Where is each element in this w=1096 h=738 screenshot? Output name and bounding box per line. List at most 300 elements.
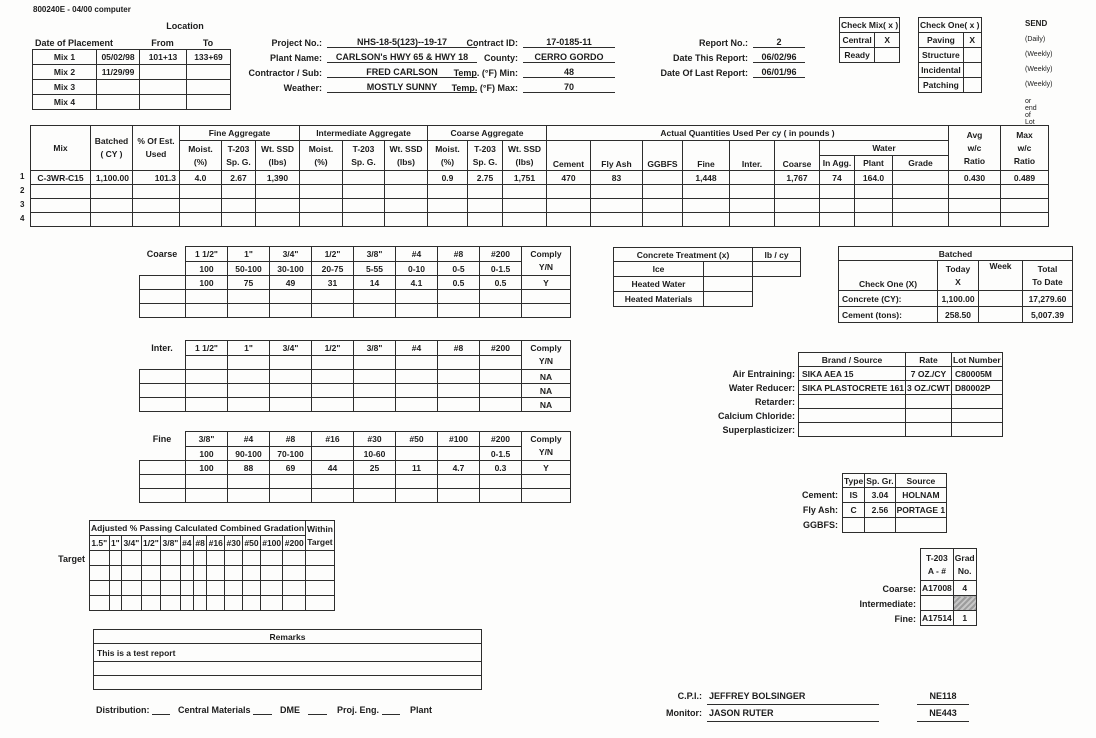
text: County: [484, 53, 518, 63]
send-note-weekly-3: (Weekly) [1025, 81, 1053, 88]
cell: #8 [438, 341, 480, 356]
distribution-central-materials: Central Materials [178, 705, 251, 715]
cell: #8 [438, 247, 480, 262]
ready-checkbox [875, 48, 900, 63]
cell [140, 95, 187, 110]
text: (%) [193, 156, 208, 167]
table-row [839, 307, 1073, 323]
cell: C [843, 503, 865, 518]
text: Total [1037, 263, 1058, 274]
cell [141, 596, 161, 611]
cell [438, 475, 480, 489]
cell [396, 475, 438, 489]
cell: 1/2" [141, 536, 161, 551]
central-checkbox: X [875, 33, 900, 48]
cell: 1/2" [312, 341, 354, 356]
cell [906, 409, 952, 423]
fly-ash-label: Fly Ash: [802, 505, 838, 515]
cell [949, 199, 1001, 213]
temp-max-field [420, 78, 615, 93]
quantities-table [30, 125, 1049, 227]
cell [480, 489, 522, 503]
cell: Central [840, 33, 875, 48]
cell: Coarse [775, 141, 820, 171]
ice-checkbox [704, 262, 753, 277]
cell: 100 [186, 262, 228, 276]
cell [354, 489, 396, 503]
table-row [90, 566, 335, 581]
cell [109, 566, 122, 581]
cell: 3.04 [865, 488, 895, 503]
cell [140, 290, 186, 304]
cell [895, 518, 947, 533]
cell [140, 276, 186, 290]
cement-label: Cement: [801, 490, 838, 500]
to-label: To [202, 38, 214, 48]
cell: #30 [225, 536, 243, 551]
cell [354, 370, 396, 384]
cell: Concrete (CY): [839, 291, 938, 307]
distribution-label: Distribution: [96, 705, 150, 715]
text: % Of Est. [137, 136, 175, 146]
cell [270, 489, 312, 503]
target-label: Target [58, 554, 85, 564]
table-row [840, 18, 900, 33]
cell [193, 551, 206, 566]
text [31, 171, 1049, 227]
table-row [614, 262, 801, 277]
cell [243, 596, 261, 611]
cell [180, 141, 222, 171]
cell: Mix 2 [33, 65, 97, 80]
cell: #100 [438, 432, 480, 447]
cell [300, 185, 343, 199]
ggbfs-label: GGBFS: [803, 520, 838, 530]
text [90, 521, 335, 611]
text: Wt. SSD [389, 143, 423, 154]
text: Used [145, 149, 167, 159]
cell: C80005M [952, 367, 1003, 381]
cell: 1 1/2" [186, 247, 228, 262]
table-row [33, 95, 231, 110]
cell [730, 213, 775, 227]
mix-data-row-4 [31, 213, 1049, 227]
cell: 0.5 [438, 276, 480, 290]
table-row [843, 518, 947, 533]
cell [438, 398, 480, 412]
cell [228, 489, 270, 503]
remarks-table [93, 629, 482, 690]
cell [141, 551, 161, 566]
cell: Mix 3 [33, 80, 97, 95]
cell [193, 596, 206, 611]
table-row [94, 630, 482, 644]
cell [503, 141, 547, 171]
cell: 2.67 [222, 171, 256, 185]
cell [228, 370, 270, 384]
cell: 3/4" [122, 536, 142, 551]
table-row [921, 549, 977, 581]
cell [186, 398, 228, 412]
cell [140, 356, 186, 370]
cell: 1.5" [90, 536, 110, 551]
cell: 31 [312, 276, 354, 290]
text: w/c [967, 142, 982, 153]
cell: 20-75 [312, 262, 354, 276]
cell: Cement (tons): [839, 307, 938, 323]
cell [187, 65, 231, 80]
cell [312, 384, 354, 398]
cell: 0.430 [949, 171, 1001, 185]
cell: Grade [893, 156, 949, 171]
cell: C-3WR-C15 [31, 171, 91, 185]
cell [522, 247, 571, 276]
cell [354, 290, 396, 304]
cell [522, 304, 571, 318]
cell: 3/4" [270, 341, 312, 356]
cell [140, 80, 187, 95]
cell [343, 171, 385, 185]
cell: A17514 [921, 611, 954, 626]
cell [312, 356, 354, 370]
table-row [840, 33, 900, 48]
table-row [919, 63, 982, 78]
table-row [94, 676, 482, 690]
shaded-cell [953, 596, 976, 611]
cell: 70-100 [270, 447, 312, 461]
cell [468, 199, 503, 213]
text: (%) [440, 156, 455, 167]
cell [122, 581, 142, 596]
cell [256, 141, 300, 171]
cell [91, 213, 133, 227]
cell [820, 213, 855, 227]
cell: NA [522, 398, 571, 412]
cell: Fine [683, 141, 730, 171]
text: 2 [753, 37, 805, 48]
cell [180, 185, 222, 199]
report-no-field [620, 33, 805, 48]
cell [228, 356, 270, 370]
cell: 2.75 [468, 171, 503, 185]
distribution-blank [253, 705, 272, 715]
date-last-report-field [620, 63, 805, 78]
cell [799, 395, 906, 409]
cell: #8 [193, 536, 206, 551]
cell [385, 213, 428, 227]
cell [547, 185, 591, 199]
cell: 14 [354, 276, 396, 290]
cell [522, 489, 571, 503]
cell: Heated Materials [614, 292, 704, 307]
table-row [140, 447, 571, 461]
text: CARLSON's HWY 65 & HWY 18 [327, 52, 477, 63]
text: Contractor / Sub: [248, 68, 322, 78]
cell [222, 213, 256, 227]
cell: 258.50 [938, 307, 979, 323]
table-row [799, 381, 1003, 395]
cell [865, 518, 895, 533]
cell [396, 304, 438, 318]
cell [480, 356, 522, 370]
cell [140, 262, 186, 276]
check-one-table [918, 17, 982, 93]
cell: GGBFS [643, 141, 683, 171]
coarse-gradation-label: Coarse [146, 249, 178, 259]
table-row [799, 395, 1003, 409]
cell [438, 447, 480, 461]
table-row [614, 277, 801, 292]
cell: 10-60 [354, 447, 396, 461]
cell: lb / cy [753, 248, 801, 262]
cell: Y [522, 461, 571, 475]
cell: Batched [839, 247, 1073, 261]
table-row [31, 141, 1049, 156]
admixture-table [798, 352, 1003, 437]
cell [480, 290, 522, 304]
cell [438, 356, 480, 370]
cell: 7 OZ./CY [906, 367, 952, 381]
cell: 4.7 [438, 461, 480, 475]
text: Comply [530, 249, 562, 259]
cell [180, 213, 222, 227]
cell [953, 549, 976, 581]
from-label: From [151, 38, 174, 48]
cell [312, 489, 354, 503]
end-of-lot-note: or end of Lot [1025, 98, 1037, 126]
cell: 1" [228, 247, 270, 262]
cell [306, 566, 335, 581]
cell: 164.0 [855, 171, 893, 185]
distribution-blank [152, 705, 170, 715]
cell [243, 566, 261, 581]
cell: 0-1.5 [480, 447, 522, 461]
cell: Fly Ash [591, 141, 643, 171]
text: Moist. [308, 143, 334, 154]
pct-est-header [133, 126, 180, 171]
inter-agg-group: Intermediate Aggregate [300, 126, 428, 141]
table-row [94, 662, 482, 676]
cell: 0-1.5 [480, 262, 522, 276]
incidental-checkbox [963, 63, 981, 78]
table-row [90, 581, 335, 596]
cell [306, 551, 335, 566]
text: 06/02/96 [753, 52, 805, 63]
cell: HOLNAM [895, 488, 947, 503]
text: 06/01/96 [753, 67, 805, 78]
cell: Sp. Gr. [866, 475, 894, 486]
cell [855, 185, 893, 199]
cell [306, 581, 335, 596]
text: Sp. G. [472, 156, 498, 167]
contract-fields [420, 33, 615, 93]
cell [270, 304, 312, 318]
cell [480, 398, 522, 412]
cell [591, 185, 643, 199]
cell [228, 290, 270, 304]
cell: 3/8" [186, 432, 228, 447]
cell [438, 489, 480, 503]
cell: 25 [354, 461, 396, 475]
cell: Patching [919, 78, 964, 93]
actual-quantities-group: Actual Quantities Used Per cy ( in pounds ) [547, 126, 949, 141]
cell [468, 141, 503, 171]
cell: 3/8" [354, 341, 396, 356]
text: Date This Report: [672, 53, 748, 63]
cell [180, 566, 193, 581]
cell [396, 370, 438, 384]
cpi-label: C.P.I.: [677, 691, 702, 701]
cell [428, 213, 468, 227]
table-row [140, 356, 571, 370]
cell: 75 [228, 276, 270, 290]
cell: A17008 [921, 581, 954, 596]
cell [283, 551, 306, 566]
cell [222, 199, 256, 213]
cell [354, 384, 396, 398]
table-row [843, 488, 947, 503]
text [140, 247, 571, 318]
cell [300, 141, 343, 171]
cell [468, 185, 503, 199]
cell [90, 566, 110, 581]
cell: In Agg. [820, 156, 855, 171]
cell [949, 185, 1001, 199]
cell [141, 566, 161, 581]
cell [207, 566, 225, 581]
cell: 90-100 [228, 447, 270, 461]
text: T-203 [474, 143, 496, 154]
cell: 3/8" [354, 247, 396, 262]
cell [228, 304, 270, 318]
text: No. [957, 565, 972, 576]
cell: Check Mix( x ) [840, 18, 900, 33]
table-row [33, 65, 231, 80]
send-note-weekly-2: (Weekly) [1025, 66, 1053, 73]
monitor-code: NE443 [917, 708, 969, 722]
cell [843, 518, 865, 533]
cell [522, 432, 571, 461]
cell [283, 566, 306, 581]
text: Wt. SSD [260, 143, 295, 154]
cell [480, 304, 522, 318]
cell: 2.56 [865, 503, 895, 518]
water-reducer-label: Water Reducer: [728, 383, 795, 393]
text: X [955, 276, 961, 287]
placement-table [32, 49, 231, 110]
cell [354, 475, 396, 489]
cell [222, 141, 256, 171]
cell [283, 581, 306, 596]
cell [187, 95, 231, 110]
cell: 0-10 [396, 262, 438, 276]
cell [140, 461, 186, 475]
cell [591, 199, 643, 213]
cell: Check One( x ) [919, 18, 982, 33]
text: A - # [927, 565, 946, 576]
table-row [799, 409, 1003, 423]
inter-gradation-label: Inter. [151, 343, 173, 353]
cell: 101+13 [140, 50, 187, 65]
cell: #100 [260, 536, 283, 551]
form-code: 800240E - 04/00 computer [33, 5, 131, 14]
text: Temp. (°F) Min: [453, 68, 518, 78]
cell: 3 OZ./CWT [907, 382, 951, 393]
text: (%) [314, 156, 328, 167]
cell [186, 384, 228, 398]
cell [207, 551, 225, 566]
cell [1001, 213, 1049, 227]
cell [893, 199, 949, 213]
cell [438, 290, 480, 304]
cell: Rate [906, 353, 952, 367]
cell: Ice [614, 262, 704, 277]
cell: 1 [953, 611, 976, 626]
cell: #4 [228, 432, 270, 447]
text: w/c [1017, 142, 1032, 153]
cell [438, 384, 480, 398]
cell [94, 662, 482, 676]
text: MOSTLY SUNNY [327, 82, 477, 93]
cell [97, 80, 140, 95]
monitor-label: Monitor: [666, 708, 702, 718]
cell [140, 489, 186, 503]
mix-data-row-1 [31, 171, 1049, 185]
cell [91, 199, 133, 213]
t203-coarse-label: Coarse: [882, 584, 916, 594]
distribution-blank [308, 705, 327, 715]
ice-lbcy-cell [753, 262, 801, 277]
text [140, 341, 571, 412]
cell [775, 185, 820, 199]
text: Date Of Last Report: [660, 68, 748, 78]
cpi-name: JEFFREY BOLSINGER [707, 691, 879, 705]
cell [260, 566, 283, 581]
cell [109, 596, 122, 611]
text: Max [1016, 129, 1033, 140]
cell: #50 [243, 536, 261, 551]
cell [522, 290, 571, 304]
distribution-dme: DME [280, 705, 300, 715]
cell: 4.1 [396, 276, 438, 290]
cell: 1/2" [312, 247, 354, 262]
cell: Type [844, 475, 864, 486]
cell: Remarks [94, 630, 482, 644]
cell [161, 551, 181, 566]
water-group: Water [820, 141, 949, 156]
table-row [33, 80, 231, 95]
cell [243, 551, 261, 566]
cell [799, 423, 906, 437]
cell: 88 [228, 461, 270, 475]
cell: #4 [180, 536, 193, 551]
cell: 11 [396, 461, 438, 475]
cell [97, 95, 140, 110]
contract-id-field [420, 33, 615, 48]
cpi-code: NE118 [917, 691, 969, 705]
cell: Heated Water [614, 277, 704, 292]
cell: 05/02/98 [97, 50, 140, 65]
cell [122, 551, 142, 566]
cell [385, 185, 428, 199]
text: Comply [530, 434, 562, 444]
cell [343, 141, 385, 171]
cell [503, 185, 547, 199]
text: Contract ID: [466, 38, 518, 48]
mix-header: Mix [31, 126, 91, 171]
cell [385, 171, 428, 185]
text: Weather: [283, 83, 322, 93]
